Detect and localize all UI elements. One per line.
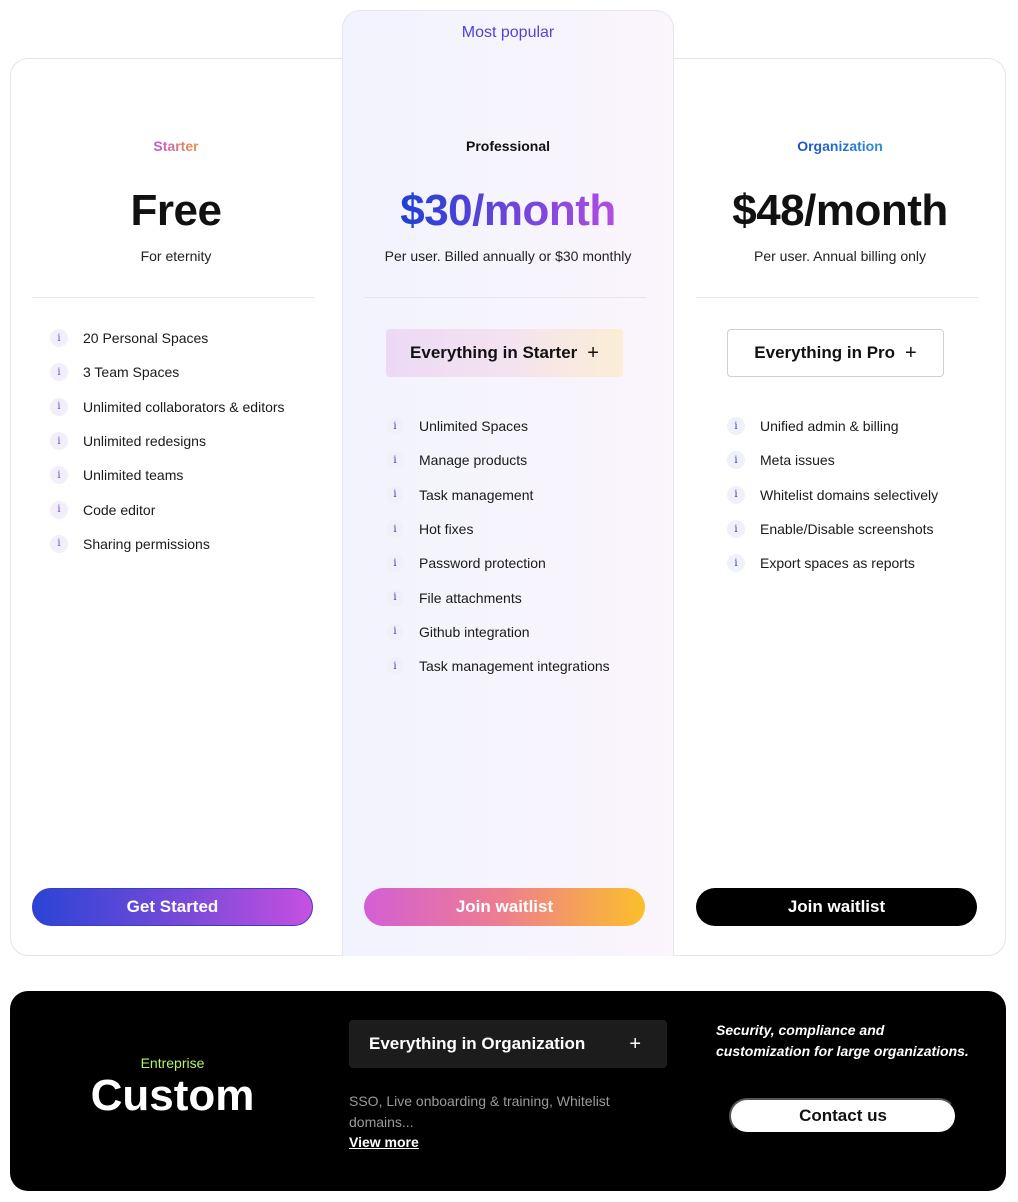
contact-us-button[interactable]: Contact us <box>729 1098 957 1134</box>
feature-list <box>50 321 285 561</box>
everything-in-organization-toggle[interactable] <box>349 1020 667 1068</box>
plan-name: Organization <box>797 138 883 154</box>
info-icon[interactable]: i <box>50 432 68 450</box>
feature-item <box>386 580 610 614</box>
plan-price: Free <box>130 186 222 235</box>
feature-list <box>386 409 610 683</box>
divider <box>32 297 314 298</box>
plan-price: $30/month <box>400 186 616 235</box>
feature-label: Export spaces as reports <box>760 555 915 572</box>
feature-item <box>727 443 938 477</box>
feature-item <box>386 478 610 512</box>
feature-label: Unlimited Spaces <box>419 418 528 435</box>
feature-label: 20 Personal Spaces <box>83 330 209 347</box>
plan-name: Professional <box>465 138 551 154</box>
info-icon[interactable]: i <box>50 466 68 484</box>
feature-item <box>727 409 938 443</box>
plus-icon: + <box>905 342 917 364</box>
feature-item <box>50 424 285 458</box>
feature-item <box>50 527 285 561</box>
plan-starter <box>10 58 342 956</box>
info-icon[interactable]: i <box>727 554 745 572</box>
feature-label: Whitelist domains selectively <box>760 486 939 503</box>
feature-label: Task management integrations <box>419 658 610 675</box>
feature-label: Sharing permissions <box>83 535 210 552</box>
plan-organization <box>674 58 1006 956</box>
everything-in-pro-toggle[interactable] <box>727 329 944 377</box>
info-icon[interactable]: i <box>727 520 745 538</box>
feature-label: Code editor <box>83 501 156 518</box>
info-icon[interactable]: i <box>386 589 404 607</box>
feature-item <box>727 478 938 512</box>
feature-label: Hot fixes <box>419 521 474 538</box>
most-popular-badge: Most popular <box>342 24 674 42</box>
feature-item <box>386 649 610 683</box>
feature-item <box>50 355 285 389</box>
feature-label: Unlimited teams <box>83 467 184 484</box>
feature-label: 3 Team Spaces <box>83 364 180 381</box>
feature-item <box>386 615 610 649</box>
divider <box>696 297 978 298</box>
join-waitlist-org-button[interactable]: Join waitlist <box>696 888 977 926</box>
feature-label: Unlimited redesigns <box>83 433 206 450</box>
plan-subtitle: Per user. Annual billing only <box>754 248 926 264</box>
info-icon[interactable]: i <box>50 363 68 381</box>
info-icon[interactable]: i <box>386 623 404 641</box>
feature-item <box>386 512 610 546</box>
feature-label: Unlimited collaborators & editors <box>83 398 285 415</box>
plan-professional <box>342 58 674 956</box>
info-icon[interactable]: i <box>50 501 68 519</box>
info-icon[interactable]: i <box>50 535 68 553</box>
enterprise-label: Entreprise <box>140 1055 205 1071</box>
feature-label: File attachments <box>419 589 522 606</box>
info-icon[interactable]: i <box>727 451 745 469</box>
includes-label: Everything in Organization <box>369 1034 586 1053</box>
feature-label: Unified admin & billing <box>760 418 899 435</box>
feature-label: Github integration <box>419 623 530 640</box>
enterprise-banner <box>10 991 1006 1191</box>
feature-item <box>386 546 610 580</box>
info-icon[interactable]: i <box>386 486 404 504</box>
info-icon[interactable]: i <box>386 417 404 435</box>
view-more-link[interactable]: View more <box>349 1134 419 1150</box>
join-waitlist-pro-button[interactable]: Join waitlist <box>364 888 645 926</box>
enterprise-description: SSO, Live onboarding & training, Whitelist domains... <box>349 1093 610 1130</box>
plus-icon: + <box>629 1033 641 1055</box>
info-icon[interactable]: i <box>50 329 68 347</box>
info-icon[interactable]: i <box>727 486 745 504</box>
info-icon[interactable]: i <box>386 657 404 675</box>
info-icon[interactable]: i <box>386 451 404 469</box>
info-icon[interactable]: i <box>50 398 68 416</box>
feature-list <box>727 409 938 580</box>
feature-label: Meta issues <box>760 452 835 469</box>
plan-price: $48/month <box>732 186 948 235</box>
feature-item <box>386 443 610 477</box>
enterprise-blurb: Security, compliance and customization for large organizations. <box>716 1022 969 1059</box>
get-started-button[interactable]: Get Started <box>32 888 313 926</box>
plus-icon: + <box>587 342 599 364</box>
feature-label: Manage products <box>419 452 528 469</box>
plan-name: Starter <box>153 138 199 154</box>
feature-label: Task management <box>419 486 534 503</box>
feature-label: Password protection <box>419 555 546 572</box>
feature-item <box>50 458 285 492</box>
plan-subtitle: Per user. Billed annually or $30 monthly <box>384 248 632 264</box>
info-icon[interactable]: i <box>727 417 745 435</box>
feature-item <box>386 409 610 443</box>
enterprise-title: Custom <box>90 1071 255 1120</box>
feature-item <box>50 492 285 526</box>
feature-item <box>50 321 285 355</box>
divider <box>364 297 646 298</box>
info-icon[interactable]: i <box>386 554 404 572</box>
includes-label: Everything in Pro <box>754 343 896 362</box>
feature-item <box>50 390 285 424</box>
plan-subtitle: For eternity <box>140 248 212 264</box>
feature-item <box>727 546 938 580</box>
info-icon[interactable]: i <box>386 520 404 538</box>
feature-label: Enable/Disable screenshots <box>760 521 934 538</box>
everything-in-starter-toggle[interactable] <box>386 329 623 377</box>
includes-label: Everything in Starter <box>410 343 578 362</box>
feature-item <box>727 512 938 546</box>
